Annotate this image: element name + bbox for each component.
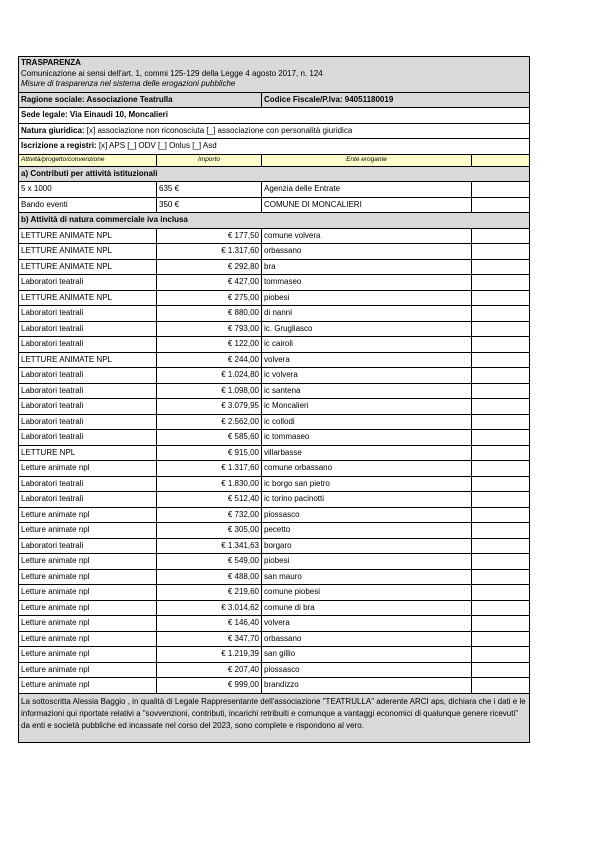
section-b-importo: € 999,00 xyxy=(157,678,262,694)
section-b-importo: € 732,00 xyxy=(157,507,262,523)
section-b-empty xyxy=(472,321,530,337)
section-b-ente: di nanni xyxy=(262,306,472,322)
section-b-empty xyxy=(472,399,530,415)
section-b-empty xyxy=(472,523,530,539)
section-b-ente: brandizzo xyxy=(262,678,472,694)
section-b-row xyxy=(19,275,530,291)
section-b-empty xyxy=(472,259,530,275)
section-b-row xyxy=(19,662,530,678)
section-b-attivita: LETTURE NPL xyxy=(19,445,157,461)
section-b-row xyxy=(19,585,530,601)
section-b-empty xyxy=(472,275,530,291)
section-b-ente: ic Moncalieri xyxy=(262,399,472,415)
section-a-importo: 350 € xyxy=(157,197,262,213)
section-b-attivita: Letture animate npl xyxy=(19,600,157,616)
section-b-row xyxy=(19,476,530,492)
section-b-row xyxy=(19,430,530,446)
section-b-importo: € 1.219,39 xyxy=(157,647,262,663)
section-b-ente: orbassano xyxy=(262,244,472,260)
section-b-row xyxy=(19,337,530,353)
transparency-document xyxy=(18,56,529,743)
section-b-importo: € 3.014,62 xyxy=(157,600,262,616)
section-b-empty xyxy=(472,383,530,399)
section-b-ente: pecetto xyxy=(262,523,472,539)
section-b-attivita: LETTURE ANIMATE NPL xyxy=(19,259,157,275)
section-b-empty xyxy=(472,445,530,461)
section-b-empty xyxy=(472,631,530,647)
section-b-importo: € 2.562,00 xyxy=(157,414,262,430)
section-b-ente: comune piobesi xyxy=(262,585,472,601)
section-a-ente: COMUNE DI MONCALIERI xyxy=(262,197,472,213)
section-b-attivita: LETTURE ANIMATE NPL xyxy=(19,352,157,368)
section-a-importo: 635 € xyxy=(157,182,262,198)
section-b-ente: villarbasse xyxy=(262,445,472,461)
section-b-importo: € 880,00 xyxy=(157,306,262,322)
section-b-ente: san gillio xyxy=(262,647,472,663)
section-b-row xyxy=(19,321,530,337)
section-b-importo: € 275,00 xyxy=(157,290,262,306)
section-b-importo: € 305,00 xyxy=(157,523,262,539)
section-b-empty xyxy=(472,290,530,306)
section-b-row xyxy=(19,492,530,508)
section-b-attivita: Laboratori teatrali xyxy=(19,368,157,384)
section-b-empty xyxy=(472,492,530,508)
section-b-title-row xyxy=(19,213,530,229)
section-b-attivita: Letture animate npl xyxy=(19,647,157,663)
section-b-attivita: Letture animate npl xyxy=(19,554,157,570)
section-a-row xyxy=(19,182,530,198)
section-b-attivita: Laboratori teatrali xyxy=(19,337,157,353)
section-b-row xyxy=(19,569,530,585)
section-b-row xyxy=(19,290,530,306)
section-b-importo: € 488,00 xyxy=(157,569,262,585)
section-b-attivita: LETTURE ANIMATE NPL xyxy=(19,244,157,260)
section-a-attivita: Bando eventi xyxy=(19,197,157,213)
section-b-attivita: Letture animate npl xyxy=(19,585,157,601)
natura-giuridica xyxy=(19,123,530,139)
section-b-ente: borgaro xyxy=(262,538,472,554)
section-b-ente: ic borgo san pietro xyxy=(262,476,472,492)
declaration-text: La sottoscritta Alessia Baggio , in qualità di Legale Rappresentante dell'associazione "TEATRULLA" aderente ARCI aps, dichiara che i dati e le informazioni qui riportate relativi a "sovvenzioni, contributi, incarichi retribuiti e comunque a vantaggi economici di qualunque genere ricevuti" da enti e società pubbliche ed incassate nel corso del 2023, sono complete e rispondono al vero. xyxy=(19,693,530,742)
section-b-empty xyxy=(472,461,530,477)
section-b-attivita: Laboratori teatrali xyxy=(19,383,157,399)
section-b-attivita: Laboratori teatrali xyxy=(19,399,157,415)
section-b-empty xyxy=(472,414,530,430)
section-b-empty xyxy=(472,306,530,322)
section-b-empty xyxy=(472,476,530,492)
section-b-attivita: Laboratori teatrali xyxy=(19,476,157,492)
header-row xyxy=(19,57,530,93)
section-a-empty xyxy=(472,182,530,198)
section-b-ente: ic. Grugliasco xyxy=(262,321,472,337)
section-b-importo: € 122,00 xyxy=(157,337,262,353)
section-b-row xyxy=(19,678,530,694)
section-b-empty xyxy=(472,507,530,523)
column-header-importo: Importo xyxy=(157,154,262,166)
section-b-attivita: Laboratori teatrali xyxy=(19,275,157,291)
section-b-importo: € 1.098,00 xyxy=(157,383,262,399)
declaration-row xyxy=(19,693,530,742)
column-header-row xyxy=(19,154,530,166)
iscrizione-label: Iscrizione a registri: xyxy=(21,141,97,151)
section-b-empty xyxy=(472,228,530,244)
section-b-ente: bra xyxy=(262,259,472,275)
section-b-attivita: Laboratori teatrali xyxy=(19,321,157,337)
section-b-ente: comune volvera xyxy=(262,228,472,244)
section-b-attivita: Letture animate npl xyxy=(19,678,157,694)
section-b-ente: ic tommaseo xyxy=(262,430,472,446)
section-b-row xyxy=(19,445,530,461)
section-b-row xyxy=(19,306,530,322)
section-b-row xyxy=(19,352,530,368)
ragione-sociale-row xyxy=(19,92,530,108)
section-b-ente: ic santena xyxy=(262,383,472,399)
section-a-ente: Agenzia delle Entrate xyxy=(262,182,472,198)
legal-reference: Comunicazione ai sensi dell'art. 1, commi 125-129 della Legge 4 agosto 2017, n. 124 xyxy=(21,68,323,78)
section-b-importo: € 1.317,60 xyxy=(157,244,262,260)
section-b-row xyxy=(19,600,530,616)
section-b-row xyxy=(19,368,530,384)
section-b-empty xyxy=(472,678,530,694)
section-b-ente: ic volvera xyxy=(262,368,472,384)
document-title: TRASPARENZA xyxy=(21,58,81,67)
section-b-importo: € 793,00 xyxy=(157,321,262,337)
section-b-attivita: Laboratori teatrali xyxy=(19,306,157,322)
codice-fiscale: Codice Fiscale/P.Iva: 94051180019 xyxy=(262,92,530,108)
section-b-ente: orbassano xyxy=(262,631,472,647)
section-b-empty xyxy=(472,538,530,554)
section-b-importo: € 1.341,63 xyxy=(157,538,262,554)
section-b-ente: ic collodi xyxy=(262,414,472,430)
column-header-attivita: Attività/progetto/convenzione xyxy=(19,154,157,166)
iscrizione-registri xyxy=(19,139,530,155)
section-b-ente: piossasco xyxy=(262,662,472,678)
section-b-attivita: Letture animate npl xyxy=(19,461,157,477)
section-b-empty xyxy=(472,647,530,663)
section-b-empty xyxy=(472,616,530,632)
section-a-title: a) Contributi per attività istituzionali xyxy=(19,166,530,182)
section-b-row xyxy=(19,538,530,554)
section-b-importo: € 549,00 xyxy=(157,554,262,570)
section-b-row xyxy=(19,399,530,415)
section-b-attivita: Letture animate npl xyxy=(19,507,157,523)
section-b-ente: ic torino pacinotti xyxy=(262,492,472,508)
section-b-row xyxy=(19,383,530,399)
section-b-empty xyxy=(472,352,530,368)
section-b-ente: volvera xyxy=(262,616,472,632)
section-b-empty xyxy=(472,430,530,446)
section-b-row xyxy=(19,523,530,539)
section-b-ente: comune orbassano xyxy=(262,461,472,477)
section-b-empty xyxy=(472,337,530,353)
iscrizione-registri-row xyxy=(19,139,530,155)
sede-legale-row xyxy=(19,108,530,124)
section-b-empty xyxy=(472,554,530,570)
section-a-empty xyxy=(472,197,530,213)
section-b-row xyxy=(19,414,530,430)
document-subtitle: Misure di trasparenza nel sistema delle erogazioni pubbliche xyxy=(21,79,236,88)
section-b-attivita: Laboratori teatrali xyxy=(19,538,157,554)
section-b-empty xyxy=(472,600,530,616)
section-b-attivita: Letture animate npl xyxy=(19,662,157,678)
section-b-attivita: Letture animate npl xyxy=(19,631,157,647)
natura-giuridica-label: Natura giuridica: xyxy=(21,125,85,135)
column-header-ente: Ente erogante xyxy=(262,154,472,166)
natura-giuridica-row xyxy=(19,123,530,139)
section-b-row xyxy=(19,647,530,663)
section-b-empty xyxy=(472,368,530,384)
section-b-importo: € 177,50 xyxy=(157,228,262,244)
section-b-row xyxy=(19,228,530,244)
section-b-attivita: Laboratori teatrali xyxy=(19,492,157,508)
section-b-attivita: Letture animate npl xyxy=(19,523,157,539)
section-b-row xyxy=(19,616,530,632)
section-b-importo: € 427,00 xyxy=(157,275,262,291)
section-b-ente: volvera xyxy=(262,352,472,368)
section-b-attivita: Letture animate npl xyxy=(19,569,157,585)
section-b-ente: piobesi xyxy=(262,290,472,306)
section-b-empty xyxy=(472,569,530,585)
section-b-attivita: Letture animate npl xyxy=(19,616,157,632)
section-b-row xyxy=(19,554,530,570)
section-b-importo: € 244,00 xyxy=(157,352,262,368)
section-b-importo: € 512,40 xyxy=(157,492,262,508)
section-b-importo: € 915,00 xyxy=(157,445,262,461)
section-b-importo: € 292,80 xyxy=(157,259,262,275)
section-b-empty xyxy=(472,585,530,601)
section-b-ente: piossasco xyxy=(262,507,472,523)
section-b-importo: € 1.830,00 xyxy=(157,476,262,492)
section-b-ente: piobesi xyxy=(262,554,472,570)
section-b-ente: comune di bra xyxy=(262,600,472,616)
section-b-row xyxy=(19,631,530,647)
section-b-importo: € 1.024,80 xyxy=(157,368,262,384)
section-b-attivita: LETTURE ANIMATE NPL xyxy=(19,228,157,244)
section-b-importo: € 3.079,95 xyxy=(157,399,262,415)
section-b-empty xyxy=(472,662,530,678)
transparency-table xyxy=(18,56,530,743)
section-b-importo: € 585,60 xyxy=(157,430,262,446)
section-b-importo: € 146,40 xyxy=(157,616,262,632)
ragione-sociale: Ragione sociale: Associazione Teatrulla xyxy=(19,92,262,108)
section-b-importo: € 207,40 xyxy=(157,662,262,678)
section-b-title: b) Attività di natura commerciale iva inclusa xyxy=(19,213,530,229)
section-b-importo: € 1.317,60 xyxy=(157,461,262,477)
section-b-row xyxy=(19,507,530,523)
section-a-title-row xyxy=(19,166,530,182)
section-b-attivita: Laboratori teatrali xyxy=(19,414,157,430)
section-b-importo: € 347,70 xyxy=(157,631,262,647)
section-b-importo: € 219,60 xyxy=(157,585,262,601)
section-b-row xyxy=(19,461,530,477)
section-b-ente: ic cairoli xyxy=(262,337,472,353)
sede-legale: Sede legale: Via Einaudi 10, Moncalieri xyxy=(19,108,530,124)
section-b-ente: san mauro xyxy=(262,569,472,585)
section-a-attivita: 5 x 1000 xyxy=(19,182,157,198)
section-b-attivita: LETTURE ANIMATE NPL xyxy=(19,290,157,306)
section-b-ente: tommaseo xyxy=(262,275,472,291)
section-b-attivita: Laboratori teatrali xyxy=(19,430,157,446)
natura-giuridica-value: [x] associazione non riconosciuta [_] associazione con personalità giuridica xyxy=(84,125,353,135)
section-b-empty xyxy=(472,244,530,260)
section-a-row xyxy=(19,197,530,213)
column-header-empty xyxy=(472,154,530,166)
section-b-row xyxy=(19,259,530,275)
iscrizione-value: [x] APS [_] ODV [_] Onlus [_] Asd xyxy=(96,141,217,151)
header-cell xyxy=(19,57,530,93)
section-b-row xyxy=(19,244,530,260)
